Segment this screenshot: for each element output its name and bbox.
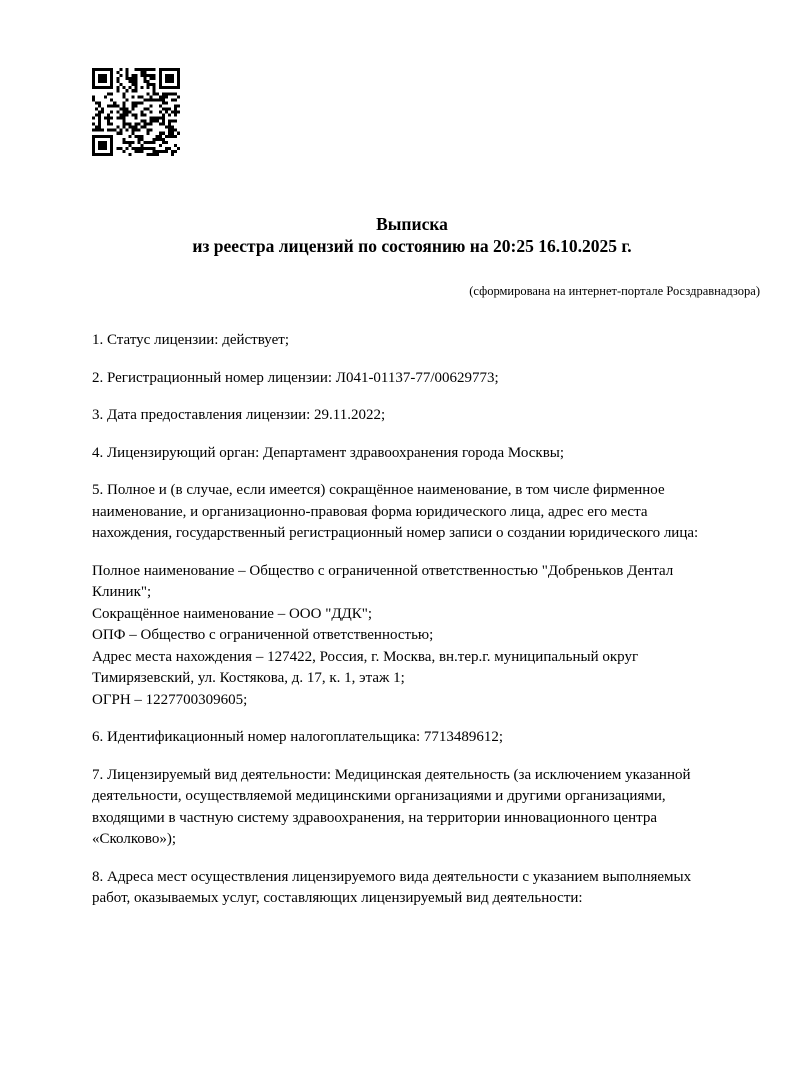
paragraph [92, 867, 782, 910]
paragraph [92, 330, 782, 352]
title-line-1: Выписка [376, 214, 448, 234]
text-line: входящими в частную систему здравоохранения, на территории инновационного центра [92, 809, 658, 826]
text-line: ОПФ – Общество с ограниченной ответственностью; [92, 627, 434, 643]
text-line: 2. Регистрационный номер лицензии: Л041-01137-77/00629773; [92, 369, 499, 386]
text-line: Полное наименование – Общество с ограниченной ответственностью "Добреньков Дентал [92, 562, 674, 579]
text-line: 6. Идентификационный номер налогоплательщика: 7713489612; [92, 729, 504, 745]
text-line: 8. Адреса мест осуществления лицензируемого вида деятельности с указанием выполняемых [92, 868, 692, 885]
text-line: «Сколково»); [92, 831, 176, 847]
paragraph [92, 561, 782, 712]
paragraph [92, 368, 782, 390]
text-line: наименование, и организационно-правовая форма юридического лица, адрес его места [92, 503, 648, 520]
paragraph [92, 480, 782, 545]
text-line: 3. Дата предоставления лицензии: 29.11.2022; [92, 407, 386, 423]
text-line: 4. Лицензирующий орган: Департамент здравоохранения города Москвы; [92, 444, 565, 461]
document-subtitle: (сформирована на интернет-портале Росздравнадзора) [469, 284, 760, 298]
qr-code [92, 68, 180, 156]
paragraph [92, 765, 782, 851]
document-title [92, 213, 732, 257]
paragraph [92, 443, 782, 465]
text-line: Тимирязевский, ул. Костякова, д. 17, к. 1, этаж 1; [92, 670, 405, 686]
text-line: Сокращённое наименование – ООО "ДДК"; [92, 605, 373, 622]
paragraph [92, 405, 782, 427]
document-body [92, 330, 782, 926]
text-line: деятельности, осуществляемой медицинскими организациями и другими организациями, [92, 788, 666, 804]
title-line-2: из реестра лицензий по состоянию на 20:25 16.10.2025 г. [192, 236, 632, 256]
text-line: Клиник"; [92, 584, 152, 600]
text-line: нахождения, государственный регистрационный номер записи о создании юридического лица: [92, 525, 699, 541]
paragraph [92, 727, 782, 749]
text-line: ОГРН – 1227700309605; [92, 691, 248, 708]
text-line: работ, оказываемых услуг, составляющих лицензируемый вид деятельности: [92, 890, 583, 906]
text-line: 5. Полное и (в случае, если имеется) сокращённое наименование, в том числе фирменное [92, 482, 665, 498]
text-line: 7. Лицензируемый вид деятельности: Медицинская деятельность (за исключением указанной [92, 766, 691, 783]
text-line: Адрес места нахождения – 127422, Россия, г. Москва, вн.тер.г. муниципальный округ [92, 648, 639, 665]
text-line: 1. Статус лицензии: действует; [92, 332, 289, 348]
